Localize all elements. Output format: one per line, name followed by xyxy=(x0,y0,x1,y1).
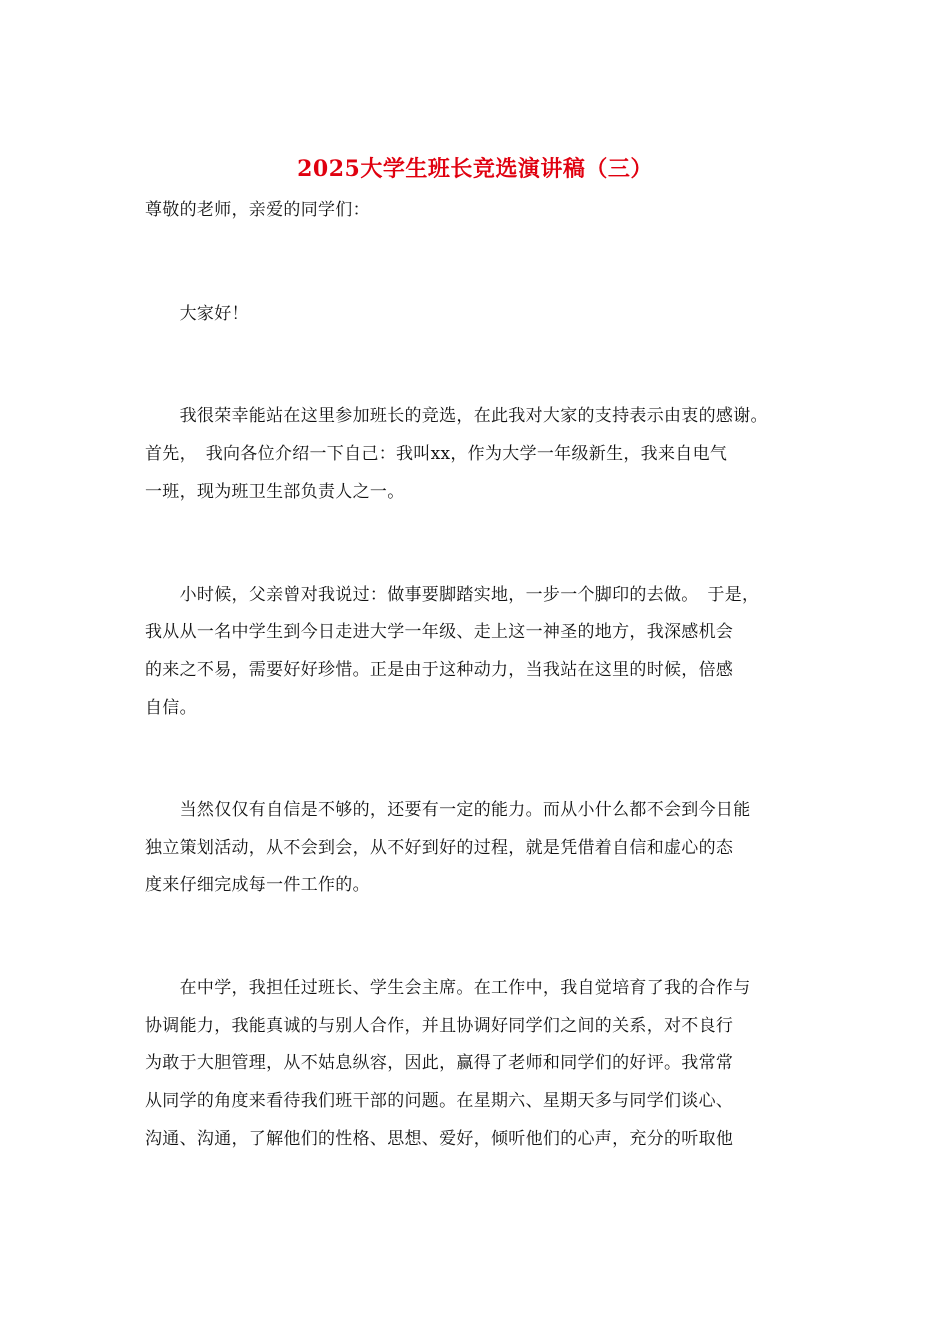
paragraph-line: 一班，现为班卫生部负责人之一。 xyxy=(145,482,405,502)
paragraph-line: 沟通、沟通，了解他们的性格、思想、爱好，倾听他们的心声，充分的听取他 xyxy=(145,1129,734,1149)
paragraph-line: 当然仅仅有自信是不够的，还要有一定的能力。而从小什么都不会到今日能 xyxy=(145,800,751,820)
salutation: 尊敬的老师，亲爱的同学们： xyxy=(145,200,370,220)
greeting: 大家好！ xyxy=(145,304,249,324)
paragraph-line: 我从从一名中学生到今日走进大学一年级、走上这一神圣的地方，我深感机会 xyxy=(145,622,734,642)
paragraph-line: 的来之不易，需要好好珍惜。正是由于这种动力，当我站在这里的时候，倍感 xyxy=(145,660,734,680)
paragraph-line: 首先， 我向各位介绍一下自己：我叫xx，作为大学一年级新生，我来自电气 xyxy=(145,444,728,464)
paragraph-line: 协调能力，我能真诚的与别人合作，并且协调好同学们之间的关系，对不良行 xyxy=(145,1016,734,1036)
paragraph-line: 在中学，我担任过班长、学生会主席。在工作中，我自觉培育了我的合作与 xyxy=(145,978,751,998)
paragraph-line: 为敢于大胆管理，从不姑息纵容，因此，赢得了老师和同学们的好评。我常常 xyxy=(145,1053,734,1073)
paragraph-line: 从同学的角度来看待我们班干部的问题。在星期六、星期天多与同学们谈心、 xyxy=(145,1091,734,1111)
paragraph-line: 自信。 xyxy=(145,698,197,718)
paragraph-line: 小时候，父亲曾对我说过：做事要脚踏实地，一步一个脚印的去做。 于是， xyxy=(145,585,760,605)
paragraph-line: 度来仔细完成每一件工作的。 xyxy=(145,875,370,895)
document-title: 2025大学生班长竞选演讲稿（三） xyxy=(297,156,653,182)
paragraph-line: 我很荣幸能站在这里参加班长的竞选，在此我对大家的支持表示由衷的感谢。 xyxy=(145,406,768,426)
paragraph-line: 独立策划活动，从不会到会，从不好到好的过程，就是凭借着自信和虚心的态 xyxy=(145,838,734,858)
